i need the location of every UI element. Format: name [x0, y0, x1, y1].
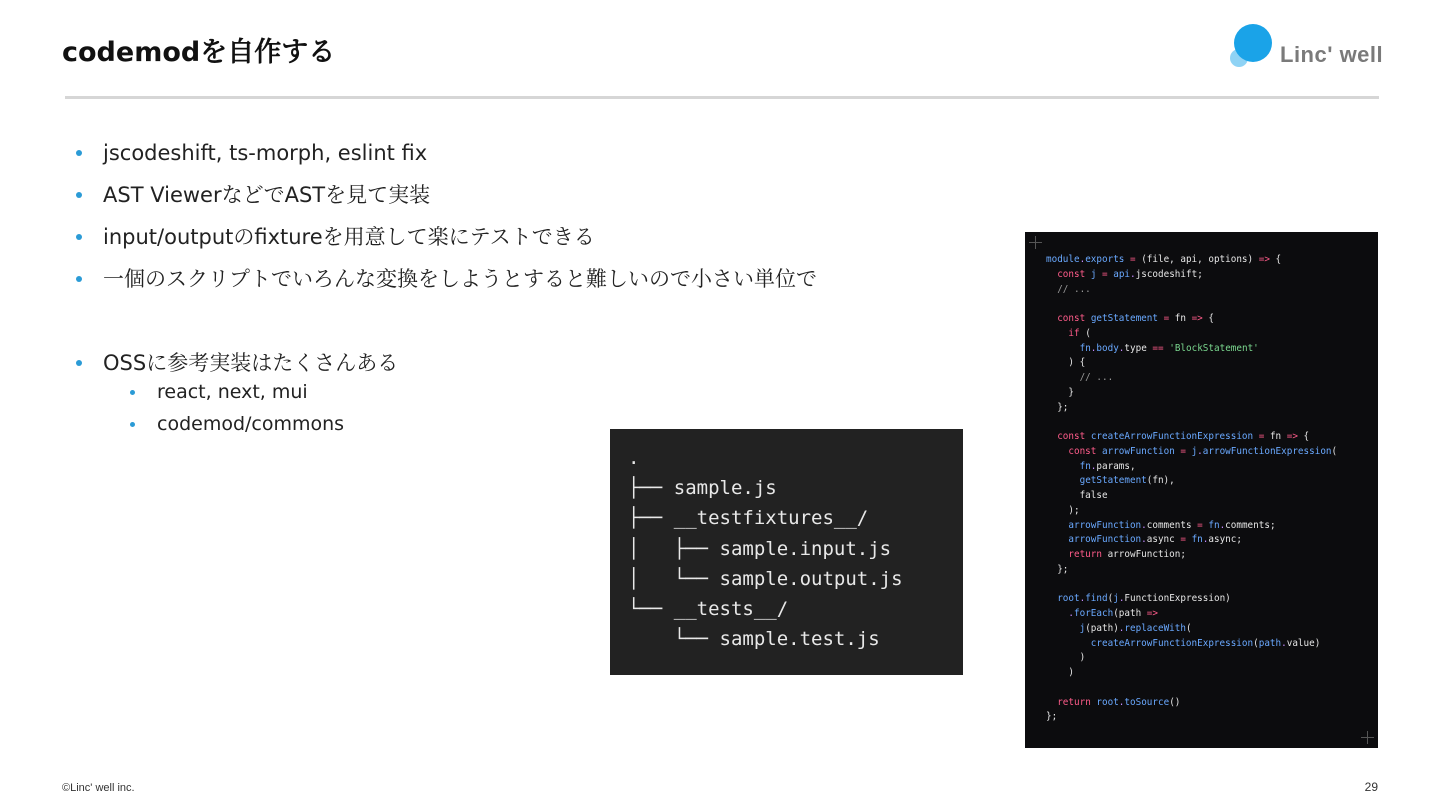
code-token: if: [1068, 327, 1080, 339]
code-line: [1046, 327, 1378, 342]
code-line: [1046, 371, 1378, 386]
code-token: async;: [1208, 534, 1242, 546]
code-token: j: [1079, 622, 1086, 634]
code-token: exports: [1085, 254, 1125, 265]
code-line: [1046, 622, 1378, 637]
code-line: [1046, 415, 1378, 430]
code-line: [1046, 268, 1378, 283]
code-token: .: [1281, 637, 1287, 649]
code-token: (: [1331, 445, 1338, 457]
code-token: .: [1118, 593, 1125, 605]
code-token: .: [1202, 534, 1209, 546]
code-token: };: [1046, 711, 1058, 723]
code-line: [1046, 563, 1378, 578]
logo-blue-circle: [1234, 24, 1272, 62]
bullet-text: 一個のスクリプトでいろんな変換をしようとすると難しいので小さい単位で: [103, 267, 817, 291]
code-line: [1046, 710, 1378, 725]
code-token: false: [1046, 490, 1108, 501]
code-token: getStatement: [1079, 475, 1147, 487]
bullet-text: jscodeshift, ts-morph, eslint fix: [103, 141, 428, 165]
code-token: (): [1169, 696, 1181, 708]
sub-bullet-text: codemod/commons: [157, 413, 345, 435]
code-token: =: [1253, 431, 1270, 442]
code-token: =: [1197, 519, 1203, 531]
code-token: j: [1090, 268, 1097, 280]
file-tree-screenshot: [610, 429, 963, 675]
code-token: root: [1057, 593, 1080, 605]
code-line: [1046, 696, 1378, 711]
title-divider: [65, 96, 1379, 99]
code-token: forEach: [1074, 608, 1114, 619]
code-line: [1046, 283, 1378, 298]
code-line: [1046, 460, 1378, 475]
bullet-dot-icon: [130, 422, 135, 427]
code-line: [1046, 297, 1378, 312]
code-token: .: [1079, 254, 1086, 265]
code-token: .: [1118, 622, 1125, 634]
code-token: arrowFunction: [1068, 519, 1142, 531]
code-token: (fn),: [1146, 475, 1175, 487]
code-token: =: [1180, 534, 1186, 546]
code-token: };: [1046, 401, 1069, 413]
corner-crosshair-icon: [1361, 731, 1374, 744]
slide-title: codemodを自作する: [62, 37, 336, 68]
code-token: =>: [1258, 254, 1270, 265]
code-token: body: [1096, 342, 1119, 354]
code-token: comments;: [1225, 519, 1276, 531]
bullet-dot-icon: [76, 360, 82, 366]
code-token: =: [1124, 254, 1142, 265]
code-line: [1046, 651, 1378, 666]
bullet-dot-icon: [76, 276, 82, 282]
code-line: [1046, 592, 1378, 607]
code-token: =: [1157, 313, 1175, 324]
code-line: [1046, 356, 1378, 371]
code-token: [1046, 593, 1057, 604]
logo-wordmark: Linc' well: [1280, 42, 1384, 67]
code-token: [1046, 431, 1057, 442]
code-token: arrowFunction: [1068, 534, 1142, 546]
code-token: fn: [1079, 342, 1091, 354]
bullet-item: [76, 174, 817, 216]
page-number: 29: [1364, 780, 1378, 794]
code-token: [1046, 549, 1068, 560]
code-token: [1046, 446, 1068, 457]
code-token: find: [1085, 593, 1108, 605]
code-line: [1046, 253, 1378, 268]
code-token: (path): [1085, 622, 1119, 634]
code-line: [1046, 504, 1378, 519]
code-screenshot: [1025, 232, 1378, 748]
code-line: [1046, 312, 1378, 327]
code-token: createArrowFunctionExpression: [1090, 431, 1254, 442]
code-token: FunctionExpression): [1124, 593, 1231, 605]
code-token: ==: [1152, 342, 1164, 354]
code-token: ) {: [1046, 357, 1086, 369]
code-token: fn: [1269, 431, 1287, 442]
code-line: [1046, 445, 1378, 460]
code-token: .: [1090, 460, 1097, 472]
code-token: .: [1141, 519, 1147, 531]
code-token: (: [1185, 622, 1192, 634]
code-token: .: [1130, 268, 1136, 280]
bullet-item: [76, 216, 817, 258]
code-token: arrowFunction;: [1101, 549, 1186, 560]
code-token: =>: [1146, 608, 1158, 619]
code-line: [1046, 430, 1378, 445]
code-token: return: [1068, 549, 1102, 560]
code-token: fn: [1174, 313, 1192, 324]
code-token: [1046, 623, 1080, 634]
code-token: (path: [1113, 608, 1147, 619]
tree-line: .: [628, 447, 640, 469]
code-token: };: [1046, 563, 1069, 575]
code-token: // ...: [1046, 283, 1091, 295]
code-token: value): [1286, 637, 1321, 649]
code-token: =>: [1286, 431, 1298, 442]
code-token: (: [1107, 593, 1114, 605]
code-token: toSource: [1124, 696, 1170, 708]
code-token: [1046, 343, 1080, 354]
code-token: root: [1096, 696, 1119, 708]
code-token: .: [1118, 696, 1125, 708]
bullet-text: input/outputのfixtureを用意して楽にテストできる: [103, 225, 595, 249]
code-line: [1046, 533, 1378, 548]
code-line: [1046, 519, 1378, 534]
code-token: fn: [1079, 460, 1091, 472]
code-line: [1046, 386, 1378, 401]
code-token: .: [1197, 445, 1203, 457]
tree-line: └── sample.test.js: [628, 628, 880, 651]
tree-line: ├── sample.js: [628, 477, 777, 500]
bullet-item: [76, 132, 817, 174]
code-token: [1046, 313, 1057, 324]
code-token: // ...: [1046, 372, 1114, 383]
code-token: type: [1124, 342, 1153, 354]
bullet-text: OSSに参考実装はたくさんある: [103, 351, 399, 375]
code-token: api: [1113, 268, 1131, 280]
code-token: fn: [1208, 519, 1220, 531]
code-token: (file, api, options): [1141, 254, 1259, 265]
code-token: =>: [1191, 313, 1203, 324]
code-token: [1046, 608, 1068, 619]
code-line: [1046, 681, 1378, 696]
code-token: .: [1219, 519, 1226, 531]
tree-line: │ └── sample.output.js: [628, 567, 903, 590]
code-token: ): [1046, 652, 1086, 664]
code-token: .: [1141, 534, 1147, 546]
code-token: {: [1202, 313, 1214, 324]
code-token: const: [1057, 431, 1086, 442]
bullet-text: AST ViewerなどでASTを見て実装: [103, 183, 431, 207]
code-line: [1046, 489, 1378, 504]
tree-line: │ ├── sample.input.js: [628, 537, 892, 560]
code-line: [1046, 666, 1378, 681]
tree-line: └── __tests__/: [628, 598, 789, 621]
sub-bullet-text: react, next, mui: [157, 381, 308, 403]
code-token: comments: [1146, 519, 1198, 531]
code-token: .: [1090, 342, 1097, 354]
code-token: [1046, 328, 1068, 339]
code-token: ): [1046, 667, 1074, 678]
code-line: [1046, 401, 1378, 416]
code-token: =: [1174, 445, 1192, 457]
sub-bullet-list: [130, 376, 344, 440]
code-token: (: [1253, 637, 1259, 649]
code-token: const: [1057, 313, 1086, 324]
code-token: createArrowFunctionExpression: [1090, 637, 1254, 649]
bullet-item: [76, 258, 817, 300]
code-token: .: [1068, 608, 1074, 619]
sub-bullet-item: [130, 408, 344, 440]
code-token: params,: [1096, 460, 1136, 472]
code-token: replaceWith: [1124, 622, 1186, 634]
code-line: [1046, 578, 1378, 593]
code-token: [1046, 534, 1068, 545]
bullet-dot-icon: [130, 390, 135, 395]
code-token: {: [1269, 254, 1282, 265]
code-token: [1046, 461, 1080, 472]
code-token: module: [1046, 254, 1080, 265]
code-token: jscodeshift;: [1135, 268, 1203, 280]
code-token: path: [1258, 637, 1282, 649]
code-token: arrowFunctionExpression: [1202, 445, 1332, 457]
bullet-list: [76, 132, 817, 384]
sub-bullet-item: [130, 376, 344, 408]
code-token: .: [1118, 342, 1125, 354]
bullet-dot-icon: [76, 192, 82, 198]
tree-line: ├── __testfixtures__/: [628, 507, 869, 530]
bullet-dot-icon: [76, 234, 82, 240]
code-body: [1046, 253, 1378, 725]
corner-crosshair-icon: [1029, 236, 1042, 249]
code-line: [1046, 474, 1378, 489]
bullet-dot-icon: [76, 150, 82, 156]
code-token: return: [1057, 696, 1091, 708]
code-token: j: [1191, 445, 1198, 457]
code-token: =: [1096, 268, 1114, 280]
code-line: [1046, 637, 1378, 652]
code-token: async: [1146, 534, 1181, 546]
code-token: 'BlockStatement': [1169, 342, 1259, 354]
code-line: [1046, 342, 1378, 357]
code-token: {: [1297, 431, 1310, 442]
copyright-footer: ©Linc' well inc.: [62, 782, 135, 794]
code-token: [1046, 697, 1057, 708]
code-line: [1046, 607, 1378, 622]
code-token: const: [1068, 445, 1097, 457]
code-token: [1046, 520, 1068, 531]
code-token: [1046, 269, 1057, 280]
code-token: [1046, 475, 1080, 486]
code-token: (: [1079, 327, 1091, 339]
code-token: );: [1046, 504, 1080, 516]
code-token: getStatement: [1090, 313, 1158, 324]
code-token: arrowFunction: [1102, 445, 1175, 457]
code-token: const: [1057, 268, 1086, 280]
code-token: fn: [1191, 534, 1203, 546]
code-line: [1046, 548, 1378, 563]
code-token: }: [1046, 386, 1074, 398]
code-token: [1046, 638, 1091, 649]
code-token: .: [1079, 593, 1086, 605]
code-token: j: [1113, 593, 1119, 605]
